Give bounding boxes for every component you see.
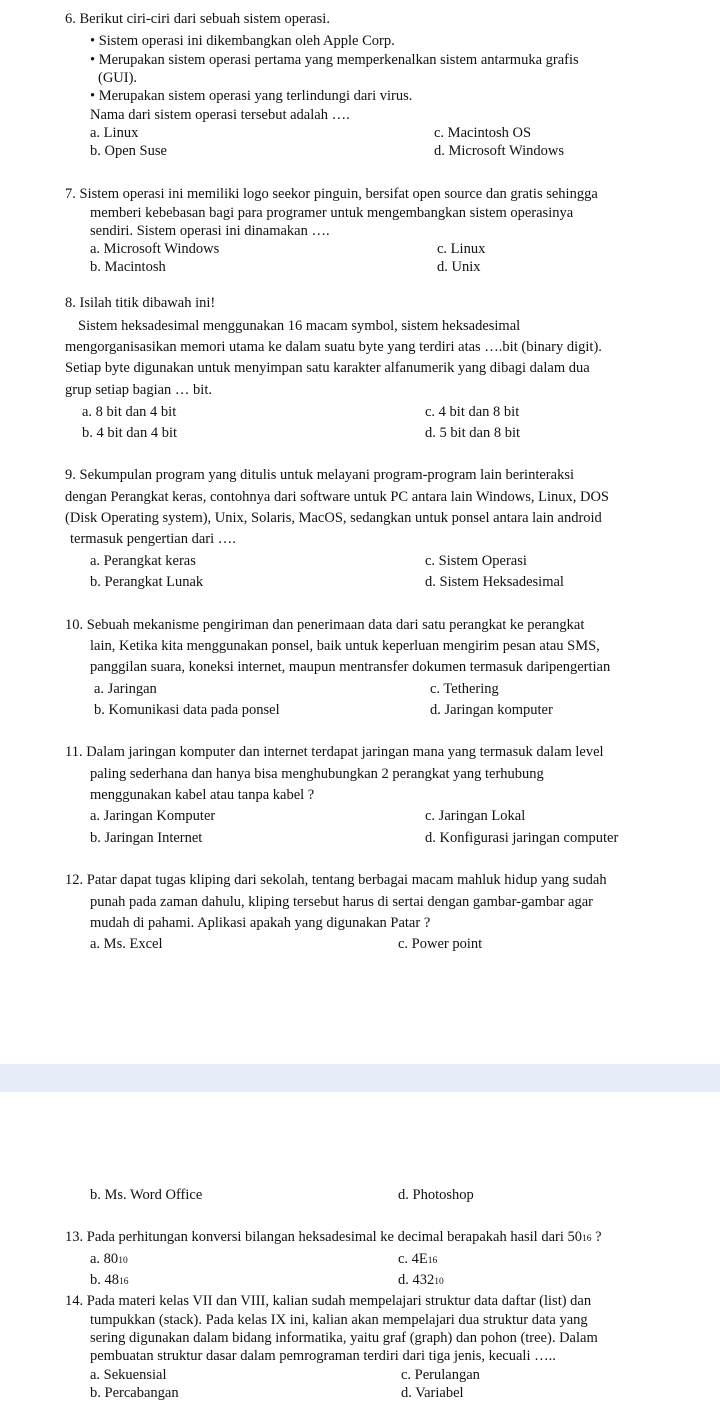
q11-line-3: menggunakan kabel atau tanpa kabel ? xyxy=(90,787,315,803)
q12-line-3: mudah di pahami. Aplikasi apakah yang digunakan Patar ? xyxy=(90,915,431,931)
q14-line-2: tumpukkan (stack). Pada kelas IX ini, kalian akan mempelajari dua struktur data yang xyxy=(90,1312,588,1328)
q8-option-a: a. 8 bit dan 4 bit xyxy=(82,404,177,420)
q8-option-d: d. 5 bit dan 8 bit xyxy=(425,425,521,441)
q10-line-2: lain, Ketika kita menggunakan ponsel, baik untuk keperluan mengirim pesan atau SMS, xyxy=(90,638,600,654)
q13-option-a-subscript: 10 xyxy=(118,1256,128,1266)
q9-option-d: d. Sistem Heksadesimal xyxy=(425,574,564,590)
q8-line-5: grup setiap bagian … bit. xyxy=(65,382,212,398)
q9-line-3: (Disk Operating system), Unix, Solaris, MacOS, sedangkan untuk ponsel antara lain android xyxy=(65,510,602,526)
q13-option-d-subscript: 10 xyxy=(434,1277,444,1287)
q14-option-c: c. Perulangan xyxy=(401,1367,480,1383)
q13-option-c-text: c. 4E xyxy=(398,1251,428,1267)
q6-prompt: Nama dari sistem operasi tersebut adalah …. xyxy=(90,107,350,123)
q14-line-3: sering digunakan dalam bidang informatika, yaitu graf (graph) dan pohon (tree). Dalam xyxy=(90,1330,598,1346)
q11-option-c: c. Jaringan Lokal xyxy=(425,808,526,824)
q13-option-a-text: a. 80 xyxy=(90,1251,119,1267)
q11-line-1: 11. Dalam jaringan komputer dan internet terdapat jaringan mana yang termasuk dalam level xyxy=(65,744,604,760)
q11-option-b: b. Jaringan Internet xyxy=(90,830,203,846)
q10-line-1: 10. Sebuah mekanisme pengiriman dan penerimaan data dari satu perangkat ke perangkat xyxy=(65,617,585,633)
q14-option-a: a. Sekuensial xyxy=(90,1367,167,1383)
q14-line-1: 14. Pada materi kelas VII dan VIII, kalian sudah mempelajari struktur data daftar (list) dan xyxy=(65,1293,592,1309)
q9-option-a: a. Perangkat keras xyxy=(90,553,196,569)
q7-line-3: sendiri. Sistem operasi ini dinamakan …. xyxy=(90,223,330,239)
q8-option-b: b. 4 bit dan 4 bit xyxy=(82,425,178,441)
q6-option-c: c. Macintosh OS xyxy=(434,125,532,141)
page-break-band xyxy=(0,1064,720,1092)
q13-question-end: ? xyxy=(591,1229,602,1245)
q7-line-2: memberi kebebasan bagi para programer untuk mengembangkan sistem operasinya xyxy=(90,205,574,221)
q6-option-a: a. Linux xyxy=(90,125,139,141)
q9-option-c: c. Sistem Operasi xyxy=(425,553,527,569)
q7-option-a: a. Microsoft Windows xyxy=(90,241,220,257)
q10-line-3: panggilan suara, koneksi internet, maupun mentransfer dokumen termasuk daripengertian xyxy=(90,659,611,675)
q10-option-b: b. Komunikasi data pada ponsel xyxy=(94,702,280,718)
q13-question xyxy=(65,1228,602,1247)
q9-option-b: b. Perangkat Lunak xyxy=(90,574,204,590)
q13-option-d-text: d. 432 xyxy=(398,1272,435,1288)
q7-option-d: d. Unix xyxy=(437,259,481,275)
q6-option-b: b. Open Suse xyxy=(90,143,167,159)
q13-option-b xyxy=(90,1271,129,1290)
q14-option-d: d. Variabel xyxy=(401,1385,464,1401)
q13-option-a xyxy=(90,1250,128,1269)
q11-line-2: paling sederhana dan hanya bisa menghubungkan 2 perangkat yang terhubung xyxy=(90,766,544,782)
q7-line-1: 7. Sistem operasi ini memiliki logo seekor pinguin, bersifat open source dan gratis sehingga xyxy=(65,186,598,202)
q12-line-1: 12. Patar dapat tugas kliping dari sekolah, tentang berbagai macam mahluk hidup yang sudah xyxy=(65,872,607,888)
q13-option-b-subscript: 16 xyxy=(119,1277,129,1287)
q9-line-2: dengan Perangkat keras, contohnya dari software untuk PC antara lain Windows, Linux, DOS xyxy=(65,489,609,505)
q10-option-c: c. Tethering xyxy=(430,681,499,697)
q13-option-c xyxy=(398,1250,437,1269)
q12-option-c: c. Power point xyxy=(398,936,483,952)
q8-line-1: 8. Isilah titik dibawah ini! xyxy=(65,295,216,311)
q8-option-c: c. 4 bit dan 8 bit xyxy=(425,404,520,420)
q10-option-a: a. Jaringan xyxy=(94,681,157,697)
q6-bullet-1: • Sistem operasi ini dikembangkan oleh Apple Corp. xyxy=(90,33,395,49)
q6-bullet-2: • Merupakan sistem operasi pertama yang memperkenalkan sistem antarmuka grafis xyxy=(90,52,579,68)
q12-line-2: punah pada zaman dahulu, kliping tersebut harus di sertai dengan gambar-gambar agar xyxy=(90,894,593,910)
q6-option-d: d. Microsoft Windows xyxy=(434,143,565,159)
q9-line-4: termasuk pengertian dari …. xyxy=(70,531,236,547)
q8-line-4: Setiap byte digunakan untuk menyimpan satu karakter alfanumerik yang dibagi dalam dua xyxy=(65,360,590,376)
q6-bullet-2-cont: (GUI). xyxy=(98,70,138,86)
q14-line-4: pembuatan struktur dasar dalam pemrograman terdiri dari tiga jenis, kecuali ….. xyxy=(90,1348,556,1364)
q11-option-d: d. Konfigurasi jaringan computer xyxy=(425,830,619,846)
q7-option-b: b. Macintosh xyxy=(90,259,166,275)
q6-bullet-3: • Merupakan sistem operasi yang terlindungi dari virus. xyxy=(90,88,413,104)
q12-option-d: d. Photoshop xyxy=(398,1187,474,1203)
q13-question-text: 13. Pada perhitungan konversi bilangan heksadesimal ke decimal berapakah hasil dari 50 xyxy=(65,1229,583,1245)
q6-question: 6. Berikut ciri-ciri dari sebuah sistem operasi. xyxy=(65,11,330,27)
q8-line-2: Sistem heksadesimal menggunakan 16 macam symbol, sistem heksadesimal xyxy=(78,318,521,334)
q14-option-b: b. Percabangan xyxy=(90,1385,179,1401)
q12-option-a: a. Ms. Excel xyxy=(90,936,163,952)
q12-option-b: b. Ms. Word Office xyxy=(90,1187,203,1203)
q11-option-a: a. Jaringan Komputer xyxy=(90,808,216,824)
q9-line-1: 9. Sekumpulan program yang ditulis untuk melayani program-program lain berinteraksi xyxy=(65,467,574,483)
q13-option-c-subscript: 16 xyxy=(427,1256,438,1266)
q7-option-c: c. Linux xyxy=(437,241,486,257)
q13-option-b-text: b. 48 xyxy=(90,1272,119,1288)
q10-option-d: d. Jaringan komputer xyxy=(430,702,553,718)
q8-line-3: mengorganisasikan memori utama ke dalam suatu byte yang terdiri atas ….bit (binary digit). xyxy=(65,339,602,355)
q13-question-subscript: 16 xyxy=(582,1234,592,1244)
q13-option-d xyxy=(398,1271,444,1290)
